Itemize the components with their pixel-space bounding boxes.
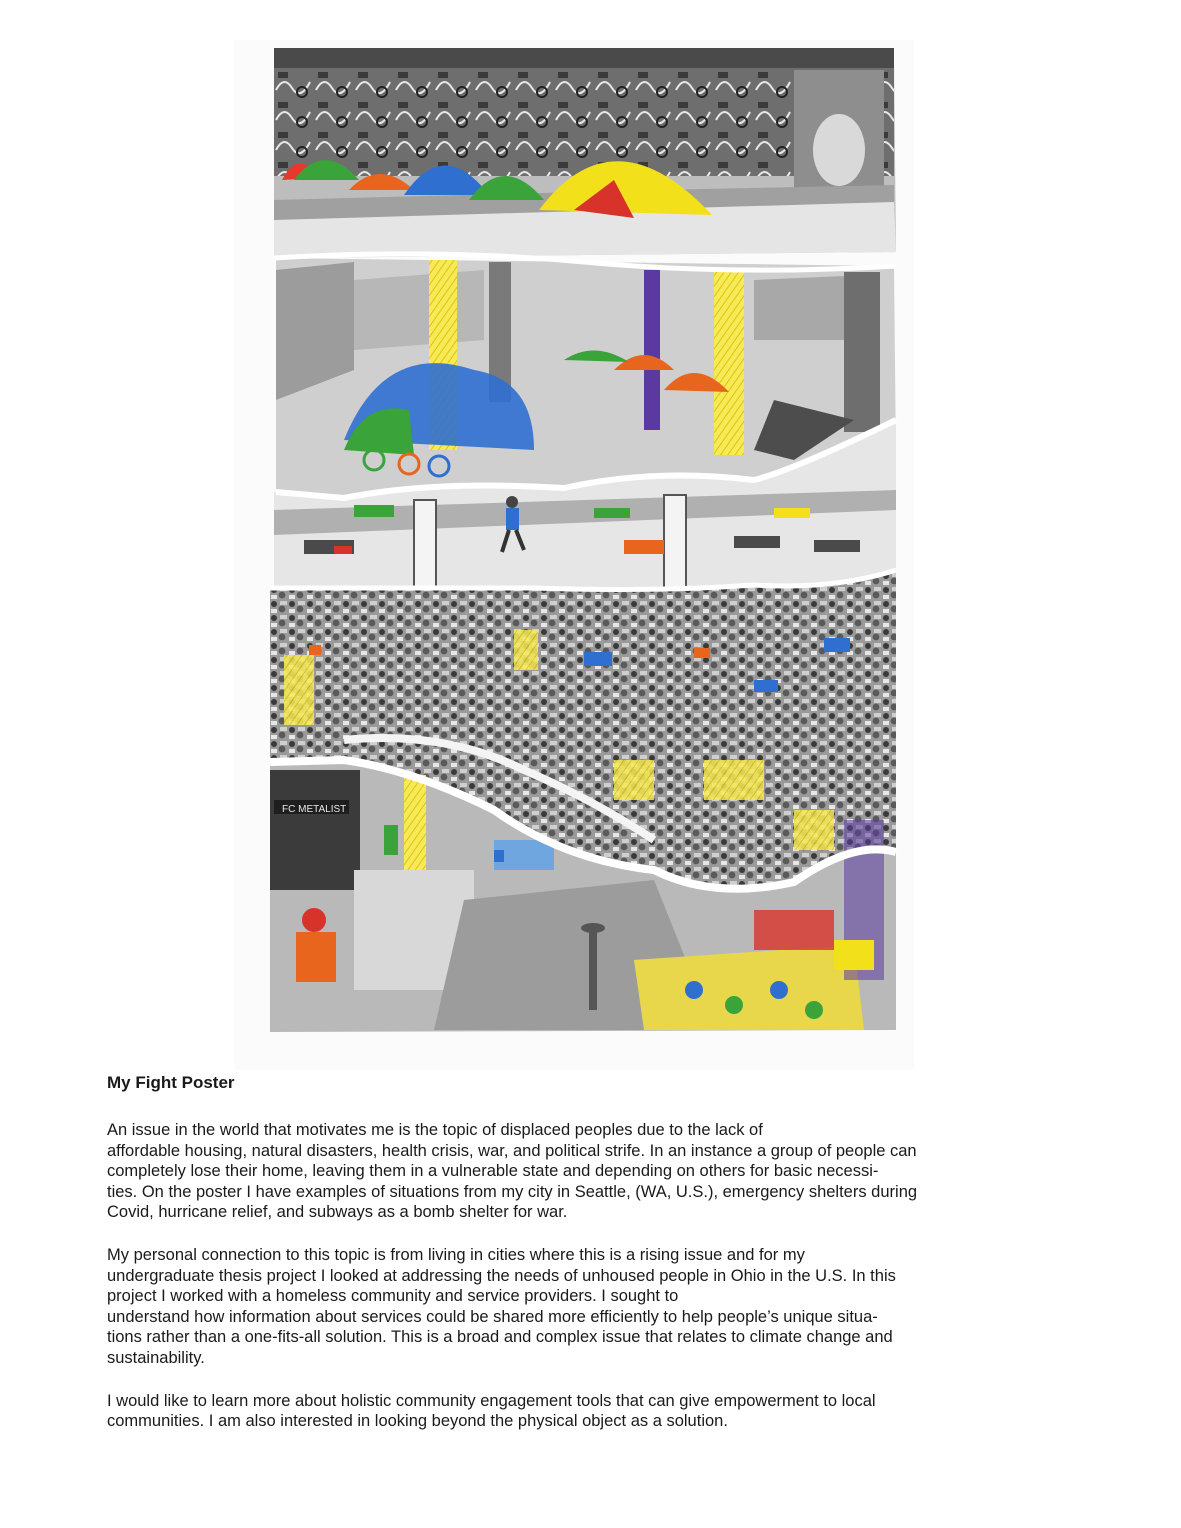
fc-metalist-sign: FC METALIST bbox=[282, 804, 347, 815]
paragraph-1 bbox=[107, 1120, 1087, 1223]
collage-illustration bbox=[234, 40, 914, 1070]
paragraph-3 bbox=[107, 1391, 1087, 1432]
poster-collage bbox=[234, 40, 914, 1070]
paragraph-2 bbox=[107, 1245, 1087, 1369]
statement-text bbox=[107, 1072, 1087, 1454]
page-title: My Fight Poster bbox=[107, 1073, 235, 1092]
text-line: ties. On the poster I have examples of situations from my city in Seattle, (WA, U.S.), emergency shelters during bbox=[107, 1182, 918, 1201]
text-line: My personal connection to this topic is from living in cities where this is a rising issue and for my bbox=[107, 1245, 805, 1264]
text-line: An issue in the world that motivates me is the topic of displaced peoples due to the lack of bbox=[107, 1121, 763, 1139]
text-line: understand how information about services could be shared more efficiently to help people’s unique situa- bbox=[107, 1307, 878, 1326]
text-line: sustainability. bbox=[107, 1348, 205, 1367]
text-line: Covid, hurricane relief, and subways as a bomb shelter for war. bbox=[107, 1203, 568, 1222]
text-line: tions rather than a one-fits-all solution. This is a broad and complex issue that relates to climate change and bbox=[107, 1328, 893, 1347]
text-line: communities. I am also interested in looking beyond the physical object as a solution. bbox=[107, 1412, 728, 1431]
text-line: undergraduate thesis project I looked at addressing the needs of unhoused people in Ohio in the U.S. In this bbox=[107, 1266, 896, 1285]
text-line: project I worked with a homeless community and service providers. I sought to bbox=[107, 1287, 679, 1306]
text-line: completely lose their home, leaving them in a vulnerable state and depending on others for basic necessi- bbox=[107, 1162, 879, 1181]
text-line: I would like to learn more about holistic community engagement tools that can give empowerment to local bbox=[107, 1391, 876, 1410]
text-line: affordable housing, natural disasters, health crisis, war, and political strife. In an instance a group of people can bbox=[107, 1141, 917, 1160]
street-tents-panel bbox=[274, 48, 896, 258]
